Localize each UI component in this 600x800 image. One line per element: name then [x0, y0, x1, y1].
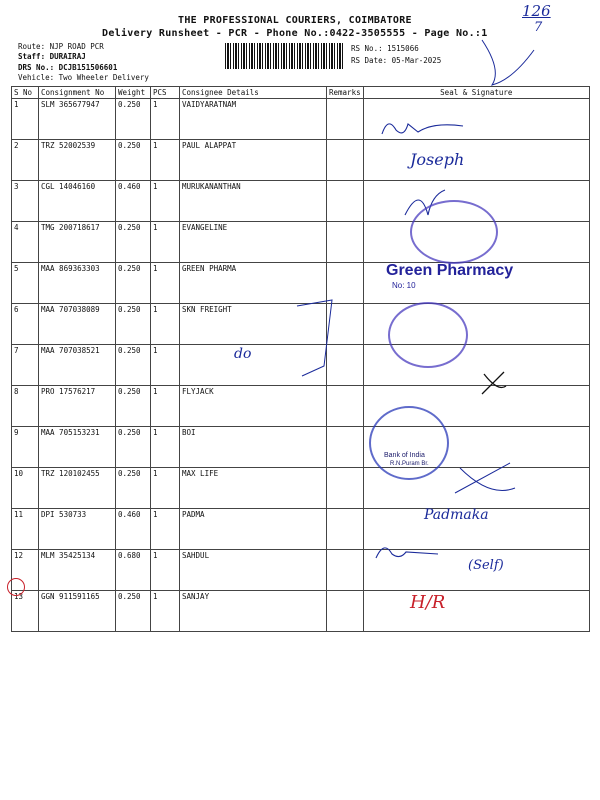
- weight-cell: 0.250: [116, 304, 151, 345]
- pcs-cell: 1: [151, 509, 180, 550]
- signature-row12: [372, 538, 442, 566]
- consignee-cell: PADMA: [180, 509, 327, 550]
- handwritten-count-2: 7: [534, 20, 543, 35]
- weight-cell: 0.250: [116, 591, 151, 632]
- weight-cell: 0.250: [116, 222, 151, 263]
- consignee-cell: SAHDUL: [180, 550, 327, 591]
- pcs-cell: 1: [151, 468, 180, 509]
- weight-cell: 0.460: [116, 509, 151, 550]
- consignment-cell: MAA 705153231: [39, 427, 116, 468]
- consignee-cell: GREEN PHARMA: [180, 263, 327, 304]
- bank-seal-subtext: R.N.Puram Br.: [390, 461, 429, 467]
- pcs-cell: 1: [151, 386, 180, 427]
- consignee-cell: SANJAY: [180, 591, 327, 632]
- table-header-row: [12, 87, 590, 99]
- pcs-cell: 1: [151, 263, 180, 304]
- barcode: [225, 43, 343, 69]
- consignment-cell: MAA 869363303: [39, 263, 116, 304]
- sno-cell: 4: [12, 222, 39, 263]
- remarks-cell: [327, 386, 364, 427]
- remarks-cell: [327, 509, 364, 550]
- staff-label: Staff: DURAIRAJ: [18, 52, 86, 61]
- remarks-cell: [327, 591, 364, 632]
- table-row: [12, 181, 590, 222]
- note-row12: (Self): [468, 558, 504, 573]
- signature-row1: [378, 114, 468, 144]
- sno-cell: 2: [12, 140, 39, 181]
- col-sno: S No: [12, 87, 39, 99]
- runsheet-subtitle: Delivery Runsheet - PCR - Phone No.:0422-3505555 - Page No.:1: [102, 28, 488, 39]
- pcs-cell: 1: [151, 591, 180, 632]
- signature-row11: Padmaka: [424, 507, 489, 523]
- pcs-cell: 1: [151, 304, 180, 345]
- col-consignment: Consignment No: [39, 87, 116, 99]
- col-remarks: Remarks: [327, 87, 364, 99]
- weight-cell: 0.680: [116, 550, 151, 591]
- consignment-cell: MAA 707038089: [39, 304, 116, 345]
- col-pcs: PCS: [151, 87, 180, 99]
- weight-cell: 0.250: [116, 386, 151, 427]
- weight-cell: 0.250: [116, 140, 151, 181]
- weight-cell: 0.250: [116, 263, 151, 304]
- consignment-cell: TRZ 120102455: [39, 468, 116, 509]
- bank-seal: [369, 406, 449, 480]
- consignee-cell: SKN FREIGHT: [180, 304, 327, 345]
- signature-row10: [450, 458, 520, 498]
- consignee-cell: MAX LIFE: [180, 468, 327, 509]
- sno-cell: 5: [12, 263, 39, 304]
- consignment-cell: PRO 17576217: [39, 386, 116, 427]
- weight-cell: 0.250: [116, 427, 151, 468]
- sno-cell: 9: [12, 427, 39, 468]
- sno-cell: 3: [12, 181, 39, 222]
- consignment-cell: TRZ 52002539: [39, 140, 116, 181]
- table-row: [12, 509, 590, 550]
- pcs-cell: 1: [151, 222, 180, 263]
- seal-row6: [388, 302, 468, 368]
- route-label: Route: NJP ROAD PCR: [18, 42, 104, 51]
- pcs-cell: 1: [151, 99, 180, 140]
- weight-cell: 0.250: [116, 99, 151, 140]
- remarks-cell: [327, 99, 364, 140]
- sno-cell: 6: [12, 304, 39, 345]
- weight-cell: 0.250: [116, 468, 151, 509]
- corner-scribble: [472, 30, 542, 92]
- consignee-cell: FLYJACK: [180, 386, 327, 427]
- pcs-cell: 1: [151, 550, 180, 591]
- row13-circle-mark: [7, 578, 25, 596]
- pcs-cell: 1: [151, 181, 180, 222]
- pcs-cell: 1: [151, 345, 180, 386]
- seal-cell: [363, 591, 589, 632]
- pcs-cell: 1: [151, 427, 180, 468]
- consignment-cell: MLM 35425134: [39, 550, 116, 591]
- green-pharmacy-stamp-sub: No: 10: [392, 281, 416, 290]
- col-seal: Seal & Signature: [363, 87, 589, 99]
- company-title: THE PROFESSIONAL COURIERS, COIMBATORE: [178, 15, 412, 26]
- consignment-cell: MAA 707038521: [39, 345, 116, 386]
- handwritten-count: 126: [522, 2, 551, 20]
- remarks-cell: [327, 140, 364, 181]
- col-weight: Weight: [116, 87, 151, 99]
- note-row7: do: [234, 346, 252, 362]
- sno-cell: 10: [12, 468, 39, 509]
- col-consignee: Consignee Details: [180, 87, 327, 99]
- sno-cell: 13: [12, 591, 39, 632]
- remarks-cell: [327, 550, 364, 591]
- green-pharmacy-stamp: Green Pharmacy: [386, 262, 514, 279]
- vehicle-label: Vehicle: Two Wheeler Delivery: [18, 73, 149, 82]
- signature-row2: Joseph: [410, 150, 465, 169]
- table-row: [12, 99, 590, 140]
- consignee-cell: VAIDYARATNAM: [180, 99, 327, 140]
- remarks-cell: [327, 181, 364, 222]
- sno-cell: 11: [12, 509, 39, 550]
- rs-date: RS Date: 05-Mar-2025: [351, 56, 442, 65]
- table-row: [12, 222, 590, 263]
- consignment-cell: CGL 14046160: [39, 181, 116, 222]
- note-row13: H/R: [410, 592, 446, 613]
- table-row: [12, 591, 590, 632]
- sno-cell: 8: [12, 386, 39, 427]
- seal-cell: [363, 140, 589, 181]
- weight-cell: 0.460: [116, 181, 151, 222]
- consignee-cell: BOI: [180, 427, 327, 468]
- consignee-cell: PAUL ALAPPAT: [180, 140, 327, 181]
- remarks-cell: [327, 222, 364, 263]
- weight-cell: 0.250: [116, 345, 151, 386]
- consignment-cell: DPI 530733: [39, 509, 116, 550]
- sno-cell: 12: [12, 550, 39, 591]
- signature-row8: [478, 368, 510, 398]
- consignment-cell: SLM 365677947: [39, 99, 116, 140]
- remarks-cell: [327, 468, 364, 509]
- sno-cell: 1: [12, 99, 39, 140]
- drs-label: DRS No.: DCJB151506601: [18, 63, 118, 72]
- consignee-cell: EVANGELINE: [180, 222, 327, 263]
- table-row: [12, 140, 590, 181]
- pcs-cell: 1: [151, 140, 180, 181]
- seal-row4: [410, 200, 498, 264]
- consignment-cell: GGN 911591165: [39, 591, 116, 632]
- rs-number: RS No.: 1515066: [351, 44, 419, 53]
- sno-cell: 7: [12, 345, 39, 386]
- bank-seal-text: Bank of India: [384, 452, 425, 459]
- remarks-cell: [327, 427, 364, 468]
- bracket-scribble: [292, 296, 352, 380]
- consignee-cell: MURUKANANTHAN: [180, 181, 327, 222]
- consignment-cell: TMG 200718617: [39, 222, 116, 263]
